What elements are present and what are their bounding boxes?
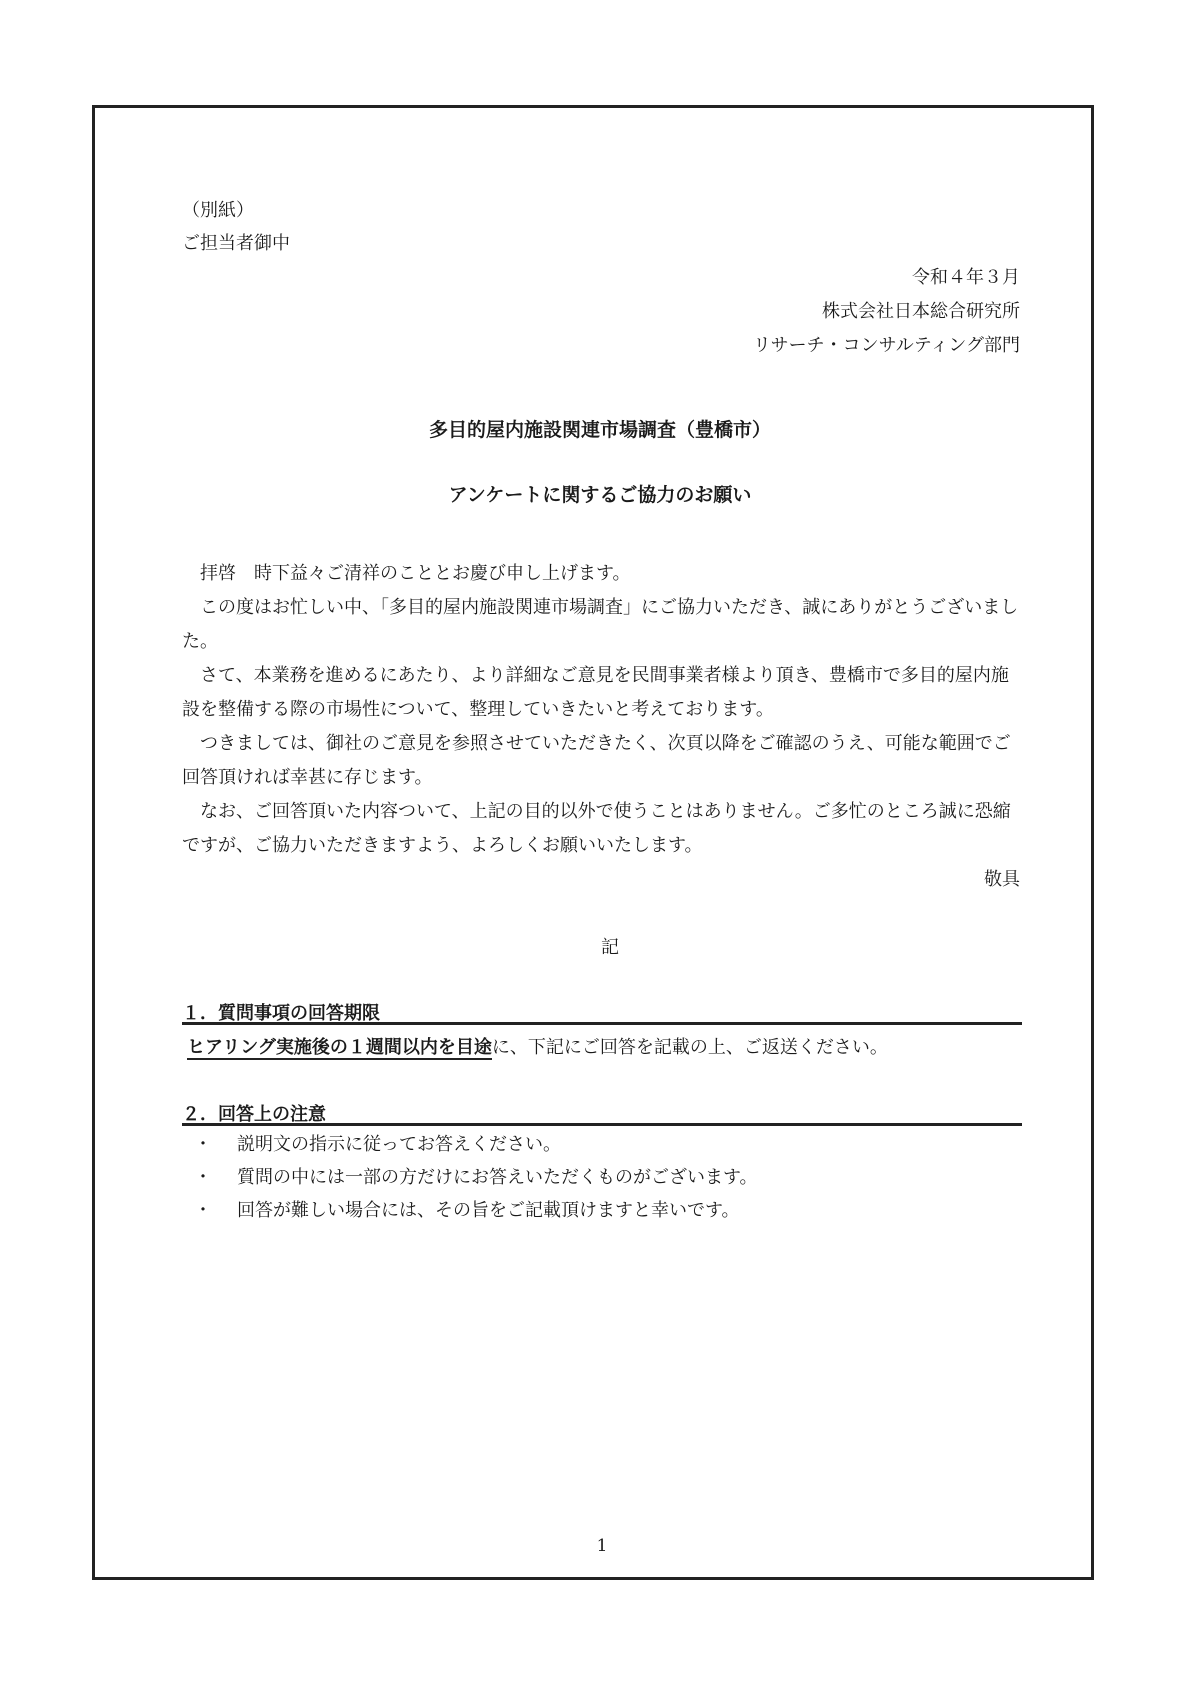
note-text: 質問の中には一部の方だけにお答えいただくものがございます。	[237, 1167, 758, 1188]
attachment-label: （別紙）	[182, 200, 254, 221]
section2-heading: ２．回答上の注意	[182, 1104, 326, 1125]
company-name: 株式会社日本総合研究所	[822, 301, 1020, 322]
note-text: 回答が難しい場合には、その旨をご記載頂けますと幸いです。	[237, 1200, 740, 1221]
bullet-marker: ・	[194, 1200, 212, 1221]
document-subtitle: アンケートに関するご協力のお願い	[448, 484, 752, 506]
list-item	[182, 1194, 1022, 1227]
page-number: 1	[596, 1536, 608, 1556]
ki-marker: 記	[601, 937, 619, 958]
section1-rule	[182, 1022, 1022, 1025]
body-paragraph-3: つきましては、御社のご意見を参照させていただきたく、次頁以降をご確認のうえ、可能な範囲でご回答頂ければ幸甚に存じます。	[182, 733, 1011, 788]
greeting-paragraph: 拝啓 時下益々ご清祥のこととお慶び申し上げます。	[200, 563, 631, 584]
body-paragraph-2: さて、本業務を進めるにあたり、より詳細なご意見を民間事業者様より頂き、豊橋市で多目的屋内施設を整備する際の市場性について、整理していきたいと考えております。	[182, 665, 1009, 720]
body-paragraph-1: この度はお忙しい中、「多目的屋内施設関連市場調査」にご協力いただき、誠にありがとうございました。	[182, 597, 1019, 652]
document-title: 多目的屋内施設関連市場調査（豊橋市）	[428, 419, 771, 441]
note-text: 説明文の指示に従ってお答えください。	[237, 1134, 561, 1155]
addressee: ご担当者御中	[182, 233, 290, 254]
letter-body	[182, 557, 1022, 863]
body-paragraph-4: なお、ご回答頂いた内容ついて、上記の目的以外で使うことはありません。ご多忙のところ誠に恐縮ですが、ご協力いただきますよう、よろしくお願いいたします。	[182, 801, 1011, 856]
list-item	[182, 1161, 1022, 1194]
list-item	[182, 1128, 1022, 1161]
deadline-emphasis: ヒアリング実施後の１週間以内を目途	[187, 1037, 492, 1058]
section1-heading: １．質問事項の回答期限	[182, 1003, 380, 1024]
notes-list	[182, 1128, 1022, 1227]
bullet-marker: ・	[194, 1134, 212, 1155]
department-name: リサーチ・コンサルティング部門	[753, 335, 1020, 356]
deadline-rest: に、下記にご回答を記載の上、ご返送ください。	[491, 1037, 888, 1058]
closing-word: 敬具	[984, 869, 1020, 890]
section1-text	[187, 1033, 888, 1059]
issue-date: 令和４年３月	[912, 267, 1020, 288]
section2-rule	[182, 1123, 1022, 1126]
bullet-marker: ・	[194, 1167, 212, 1188]
